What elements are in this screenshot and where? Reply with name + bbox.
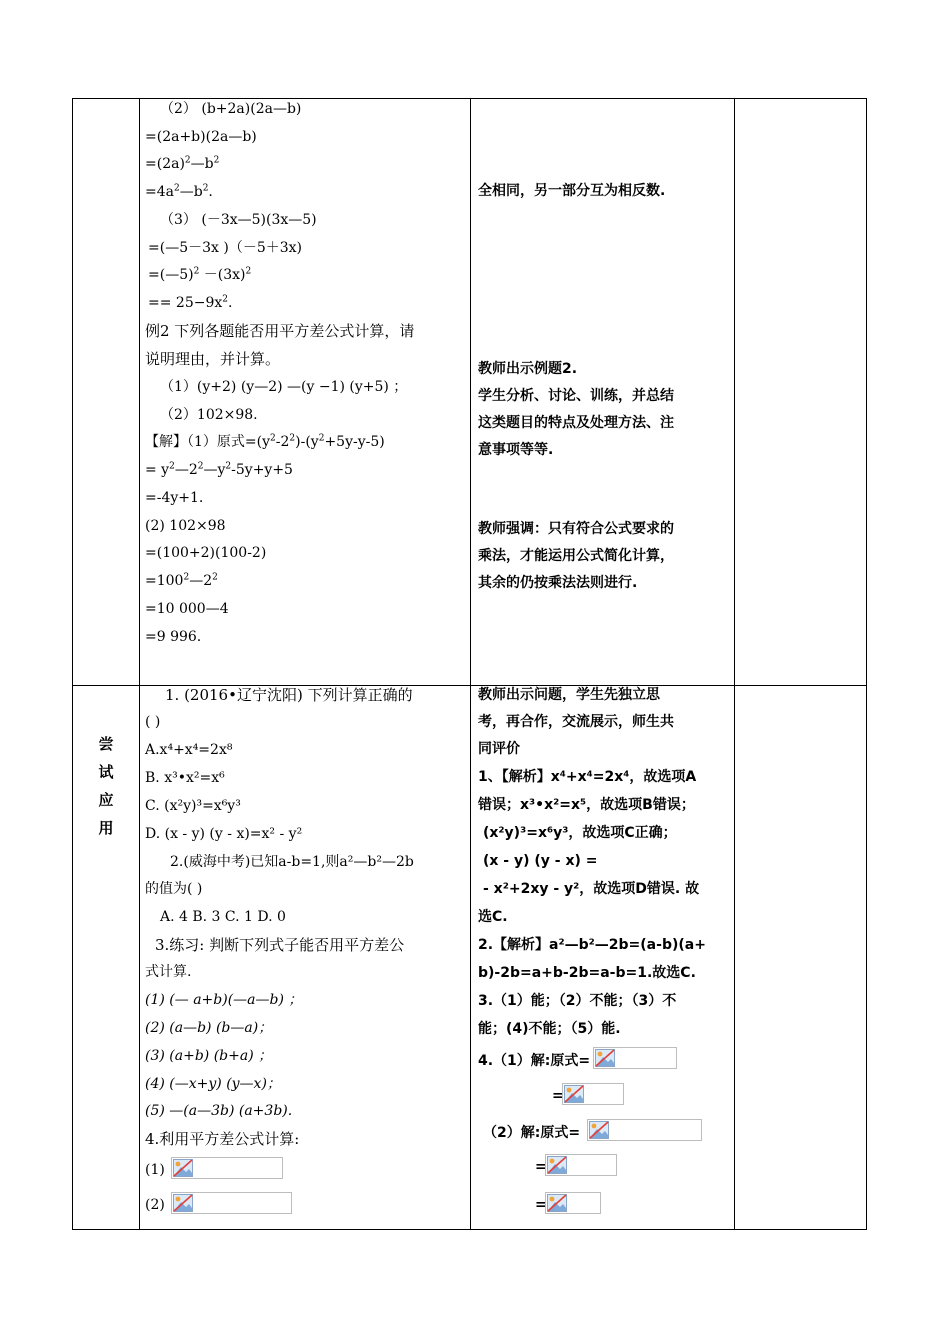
broken-image-icon bbox=[547, 1194, 567, 1212]
math-line: =9 996. bbox=[145, 629, 202, 645]
formula-image bbox=[171, 1192, 292, 1214]
formula-image bbox=[545, 1192, 601, 1214]
math-line: （3） (－3x—5)(3x—5) bbox=[160, 212, 317, 228]
answer-line: 4.（1）解:原式= bbox=[478, 1053, 591, 1069]
question-line: 式计算. bbox=[145, 964, 192, 980]
math-line: =(100+2)(100-2) bbox=[145, 545, 267, 561]
exercise-line: (2) (a—b) (b—a)； bbox=[145, 1020, 273, 1036]
category-char: 应 bbox=[98, 791, 114, 809]
broken-image-icon bbox=[173, 1194, 193, 1212]
question-line: 1. (2016•辽宁沈阳) 下列计算正确的 bbox=[165, 686, 413, 704]
exercise-line: (3) (a+b) (b+a) ； bbox=[145, 1048, 273, 1064]
exercise-line: (1) (— a+b)(—a—b) ； bbox=[145, 992, 303, 1008]
exercise-line: (4) (—x+y) (y—x)； bbox=[145, 1076, 281, 1092]
broken-image-icon bbox=[589, 1121, 609, 1139]
question-line: 的值为( ) bbox=[145, 881, 203, 897]
math-line: =-4y+1. bbox=[145, 490, 204, 506]
item-label: (1) bbox=[145, 1162, 165, 1178]
math-line: =10 000—4 bbox=[145, 601, 229, 617]
math-line: $=4a^2—b^2$. bbox=[145, 183, 213, 200]
answer-line: 选C. bbox=[478, 909, 508, 925]
broken-image-icon bbox=[564, 1085, 584, 1103]
text-line: 同评价 bbox=[478, 741, 520, 757]
exercise-line: (5) —(a—3b) (a+3b). bbox=[145, 1103, 293, 1119]
math-line: (2) 102×98 bbox=[145, 518, 226, 534]
math-line: = $y^2—2^2—y^2-5y+y+5$ bbox=[145, 461, 293, 478]
formula-image bbox=[171, 1157, 283, 1179]
formula-image bbox=[593, 1047, 677, 1069]
category-char: 尝 bbox=[98, 735, 114, 753]
answer-line: 2.【解析】a²—b²—2b=(a-b)(a+ bbox=[478, 937, 706, 953]
answer-line: = bbox=[552, 1088, 564, 1104]
formula-image bbox=[545, 1154, 617, 1176]
text-line: 意事项等等. bbox=[478, 442, 554, 458]
broken-image-icon bbox=[595, 1049, 615, 1067]
item-label: (2) bbox=[145, 1197, 165, 1213]
text-line: 其余的仍按乘法法则进行. bbox=[478, 575, 638, 591]
answer-line: 3.（1）能；（2）不能；（3）不 bbox=[478, 993, 677, 1009]
category-cell bbox=[95, 730, 117, 842]
math-line: =(—5－3x )（－5＋3x) bbox=[148, 240, 302, 256]
math-line: == $25-9x^2$. bbox=[148, 294, 233, 311]
column-divider bbox=[734, 99, 735, 1229]
option-d: D. (x - y) (y - x)=x² - y² bbox=[145, 826, 303, 842]
broken-image-icon bbox=[173, 1159, 193, 1177]
broken-image-icon bbox=[547, 1156, 567, 1174]
text-line: 这类题目的特点及处理方法、注 bbox=[478, 415, 674, 431]
text-line: 学生分析、讨论、训练，并总结 bbox=[478, 388, 674, 404]
text-line: 考，再合作，交流展示，师生共 bbox=[478, 714, 674, 730]
option-a: A.x⁴+x⁴=2x⁸ bbox=[145, 742, 233, 758]
answer-line: - x²+2xy - y²，故选项D错误. 故 bbox=[483, 881, 700, 897]
category-char: 用 bbox=[98, 819, 114, 837]
answer-line: (x - y) (y - x) = bbox=[483, 853, 598, 869]
text-line: 乘法，才能运用公式简化计算， bbox=[478, 548, 674, 564]
answer-line: b)-2b=a+b-2b=a-b=1.故选C. bbox=[478, 965, 696, 981]
question-line: 4.利用平方差公式计算: bbox=[145, 1130, 300, 1148]
question-line: 2.(威海中考)已知a-b=1,则a²—b²—2b bbox=[170, 854, 414, 870]
example-title: 说明理由，并计算。 bbox=[145, 350, 281, 368]
options-line: A. 4 B. 3 C. 1 D. 0 bbox=[160, 909, 286, 925]
answer-line: （2）解:原式= bbox=[483, 1125, 581, 1141]
example-title: 例2 下列各题能否用平方差公式计算，请 bbox=[145, 322, 415, 340]
answer-line: = bbox=[535, 1197, 547, 1213]
formula-image bbox=[587, 1119, 702, 1141]
math-line: =(—5)$^2$ $-(3x)^2$ bbox=[148, 266, 252, 283]
answer-line: (x²y)³=x⁶y³，故选项C正确； bbox=[483, 825, 677, 841]
math-line: =(2a+b)(2a—b) bbox=[145, 129, 257, 145]
math-line: （1）(y+2) (y—2) —(y −1) (y+5) ； bbox=[160, 379, 408, 395]
option-b: B. x³•x²=x⁶ bbox=[145, 770, 225, 786]
text-line: 教师出示例题2. bbox=[478, 361, 578, 377]
math-line: $=(2a)^2—b^2$ bbox=[145, 155, 220, 172]
answer-line: 错误；x³•x²=x⁵，故选项B错误； bbox=[478, 797, 695, 813]
column-divider bbox=[470, 99, 471, 1229]
math-line: $=100^2—2^2$ bbox=[145, 572, 218, 589]
category-char: 试 bbox=[98, 763, 114, 781]
text-line: 全相同，另一部分互为相反数. bbox=[478, 183, 666, 199]
answer-line: 1、【解析】x⁴+x⁴=2x⁴，故选项A bbox=[478, 769, 697, 785]
column-divider bbox=[139, 99, 140, 1229]
text-line: 教师出示问题，学生先独立思 bbox=[478, 687, 660, 703]
formula-image bbox=[562, 1083, 624, 1105]
math-line: 【解】（1）原式$=(y^2-2^2)-(y^2+5y-y-5)$ bbox=[145, 433, 385, 450]
question-line: 3.练习: 判断下列式子能否用平方差公 bbox=[155, 936, 405, 954]
answer-line: = bbox=[535, 1159, 547, 1175]
option-c: C. (x²y)³=x⁶y³ bbox=[145, 798, 241, 814]
question-line: ( ) bbox=[145, 714, 161, 730]
math-line: （2）102×98. bbox=[160, 407, 258, 423]
text-line: 教师强调：只有符合公式要求的 bbox=[478, 521, 674, 537]
answer-line: 能；(4)不能；（5）能. bbox=[478, 1021, 621, 1037]
math-line: （2） (b+2a)(2a—b) bbox=[160, 101, 302, 117]
